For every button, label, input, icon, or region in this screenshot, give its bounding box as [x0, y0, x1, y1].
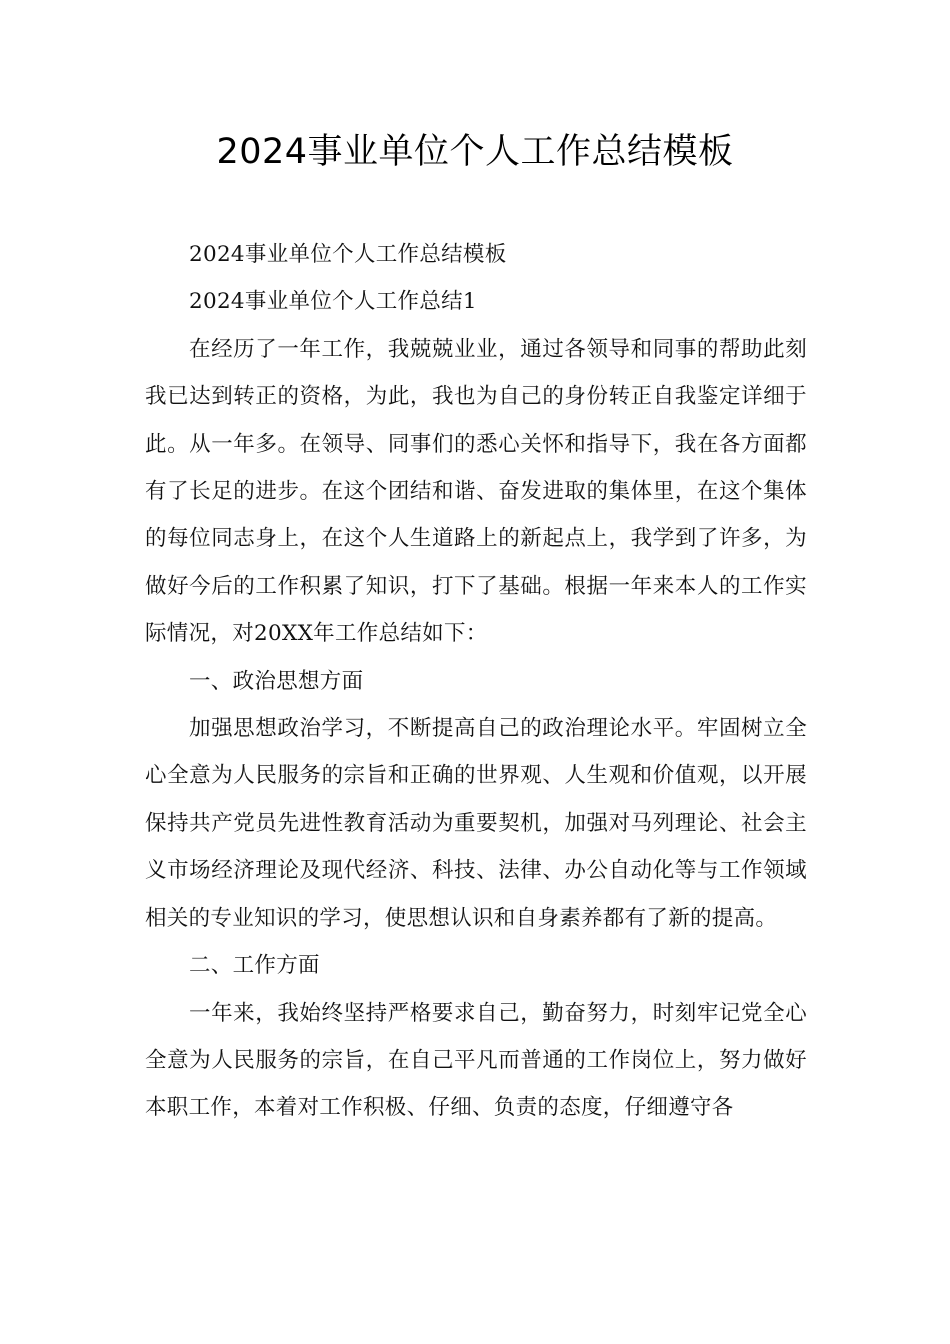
paragraph-work: 一年来，我始终坚持严格要求自己，勤奋努力，时刻牢记党全心全意为人民服务的宗旨，在自己平凡而普通的工作岗位上，努力做好本职工作，本着对工作积极、仔细、负责的态度，仔细遵守各 — [145, 1000, 807, 1121]
paragraph-subtitle: 2024事业单位个人工作总结模板 — [189, 242, 507, 267]
document-body — [145, 231, 807, 1132]
paragraph-heading-politics: 一、政治思想方面 — [189, 668, 364, 694]
paragraph-politics: 加强思想政治学习，不断提高自己的政治理论水平。牢固树立全心全意为人民服务的宗旨和正确的世界观、人生观和价值观，以开展保持共产党员先进性教育活动为重要契机，加强对马列理论、社会主义市场经济理论及现代经济、科技、法律、办公自动化等与工作领域相关的专业知识的学习，使思想认识和自身素养都有了新的提高。 — [145, 716, 807, 931]
paragraph-intro: 在经历了一年工作，我兢兢业业，通过各领导和同事的帮助此刻我已达到转正的资格，为此，我也为自己的身份转正自我鉴定详细于此。从一年多。在领导、同事们的悉心关怀和指导下，我在各方面都有了长足的进步。在这个团结和谐、奋发进取的集体里，在这个集体的每位同志身上，在这个人生道路上的新起点上，我学到了许多，为做好今后的工作积累了知识，打下了基础。根据一年来本人的工作实际情况，对20XX年工作总结如下： — [145, 336, 807, 647]
document-title: 2024事业单位个人工作总结模板 — [216, 132, 734, 172]
paragraph-section-heading: 2024事业单位个人工作总结1 — [189, 289, 477, 315]
paragraph-heading-work: 二、工作方面 — [189, 953, 320, 979]
